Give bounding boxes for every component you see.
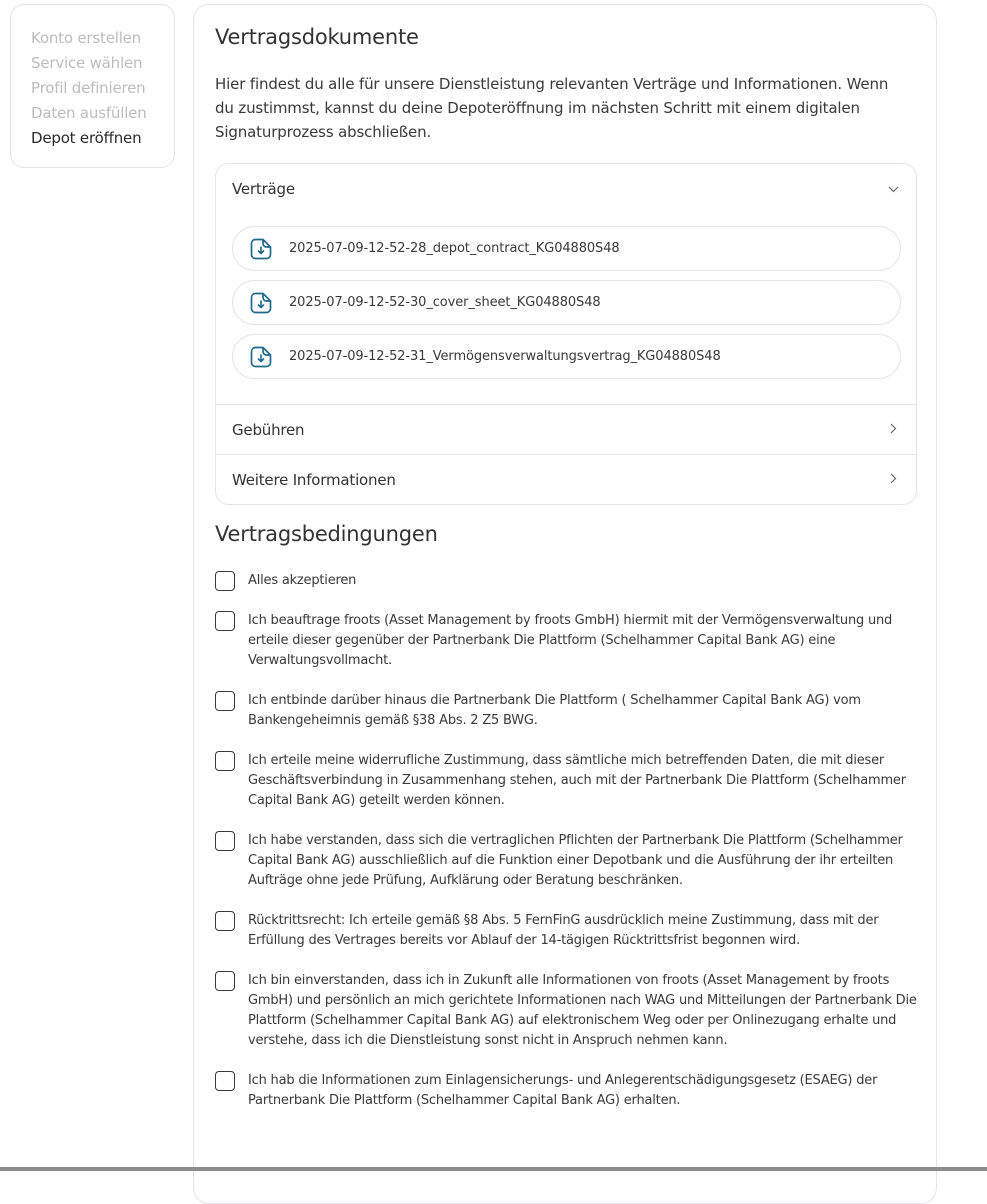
accordion-label: Gebühren xyxy=(232,420,305,439)
checkbox[interactable] xyxy=(215,571,235,591)
term-accept-all[interactable] xyxy=(215,571,925,591)
chevron-down-icon xyxy=(886,182,900,196)
term-item[interactable] xyxy=(215,971,925,1051)
document-download-icon xyxy=(249,237,273,261)
document-name: 2025-07-09-12-52-28_depot_contract_KG04880S48 xyxy=(289,241,620,256)
checkbox[interactable] xyxy=(215,751,235,771)
accordion-header-weitere-informationen[interactable] xyxy=(216,455,916,504)
intro-text: Hier findest du alle für unsere Dienstleistung relevanten Verträge und Informationen. Wenn du zustimmst, kannst du deine Depoteröffnung im nächsten Schritt mit einem digitalen Signaturprozess abschließen. xyxy=(215,75,889,141)
term-item[interactable] xyxy=(215,691,925,731)
document-download-icon xyxy=(249,291,273,315)
checkbox[interactable] xyxy=(215,831,235,851)
step-service-waehlen: Service wählen xyxy=(31,54,143,72)
contract-documents-card xyxy=(193,4,937,1204)
term-item[interactable] xyxy=(215,1071,925,1111)
page-title: Vertragsdokumente xyxy=(215,25,419,49)
document-name: 2025-07-09-12-52-30_cover_sheet_KG04880S48 xyxy=(289,295,601,310)
step-profil-definieren: Profil definieren xyxy=(31,79,146,97)
document-name: 2025-07-09-12-52-31_Vermögensverwaltungsvertrag_KG04880S48 xyxy=(289,349,721,364)
window-bottom-edge xyxy=(0,1167,987,1171)
term-text: Ich erteile meine widerrufliche Zustimmung, dass sämtliche mich betreffenden Daten, die mit dieser Geschäftsverbindung in Zusammenhang stehen, auch mit der Partnerbank Die Plattform (Schelhammer Capital Bank AG) geteilt werden können. xyxy=(248,753,906,808)
checkbox[interactable] xyxy=(215,911,235,931)
chevron-right-icon xyxy=(886,423,900,437)
term-text: Ich beauftrage froots (Asset Management by froots GmbH) hiermit mit der Vermögensverwaltung und erteile dieser gegenüber der Partnerbank Die Plattform (Schelhammer Capital Bank AG) eine Verwaltungsvollmacht. xyxy=(248,613,893,668)
accordion-label: Verträge xyxy=(232,179,295,198)
accordion-label: Weitere Informationen xyxy=(232,470,396,489)
terms-list xyxy=(215,571,925,1131)
term-text: Rücktrittsrecht: Ich erteile gemäß §8 Abs. 5 FernFinG ausdrücklich meine Zustimmung, dass mit der Erfüllung des Vertrages bereits vor Ablauf der 14-tägigen Rücktrittsfrist begonnen wird. xyxy=(248,913,879,948)
checkbox[interactable] xyxy=(215,1071,235,1091)
documents-accordion xyxy=(215,163,917,505)
checkbox[interactable] xyxy=(215,691,235,711)
document-download-icon xyxy=(249,345,273,369)
accordion-header-gebuehren[interactable] xyxy=(216,405,916,454)
term-item[interactable] xyxy=(215,751,925,811)
checkbox[interactable] xyxy=(215,971,235,991)
progress-steps xyxy=(10,4,175,168)
terms-title: Vertragsbedingungen xyxy=(215,522,438,546)
document-link[interactable] xyxy=(232,334,901,379)
term-text: Ich bin einverstanden, dass ich in Zukunft alle Informationen von froots (Asset Management by froots GmbH) und persönlich an mich gerichtete Informationen nach WAG und Mitteilungen der Partnerbank Die Plattform (Schelhammer Capital Bank AG) auf elektronischem Weg oder per Onlinezugang erhalte und verstehe, dass ich die Dienstleistung sonst nicht in Anspruch nehmen kann. xyxy=(248,973,917,1048)
term-text: Alles akzeptieren xyxy=(248,573,357,588)
document-link[interactable] xyxy=(232,226,901,271)
step-depot-eroeffnen: Depot eröffnen xyxy=(31,129,142,147)
term-item[interactable] xyxy=(215,911,925,951)
accordion-header-vertraege[interactable] xyxy=(216,164,916,213)
step-konto-erstellen: Konto erstellen xyxy=(31,29,141,47)
term-item[interactable] xyxy=(215,611,925,671)
term-text: Ich hab die Informationen zum Einlagensicherungs- und Anlegerentschädigungsgesetz (ESAEG) der Partnerbank Die Plattform (Schelhammer Capital Bank AG) erhalten. xyxy=(248,1073,878,1108)
term-item[interactable] xyxy=(215,831,925,891)
checkbox[interactable] xyxy=(215,611,235,631)
document-link[interactable] xyxy=(232,280,901,325)
term-text: Ich entbinde darüber hinaus die Partnerbank Die Plattform ( Schelhammer Capital Bank AG) vom Bankengeheimnis gemäß §38 Abs. 2 Z5 BWG. xyxy=(248,693,861,728)
chevron-right-icon xyxy=(886,473,900,487)
step-daten-ausfuellen: Daten ausfüllen xyxy=(31,104,147,122)
term-text: Ich habe verstanden, dass sich die vertraglichen Pflichten der Partnerbank Die Plattform (Schelhammer Capital Bank AG) ausschließlich auf die Funktion einer Depotbank und die Ausführung der ihr erteilten Aufträge ohne jede Prüfung, Aufklärung oder Beratung beschränken. xyxy=(248,833,903,888)
